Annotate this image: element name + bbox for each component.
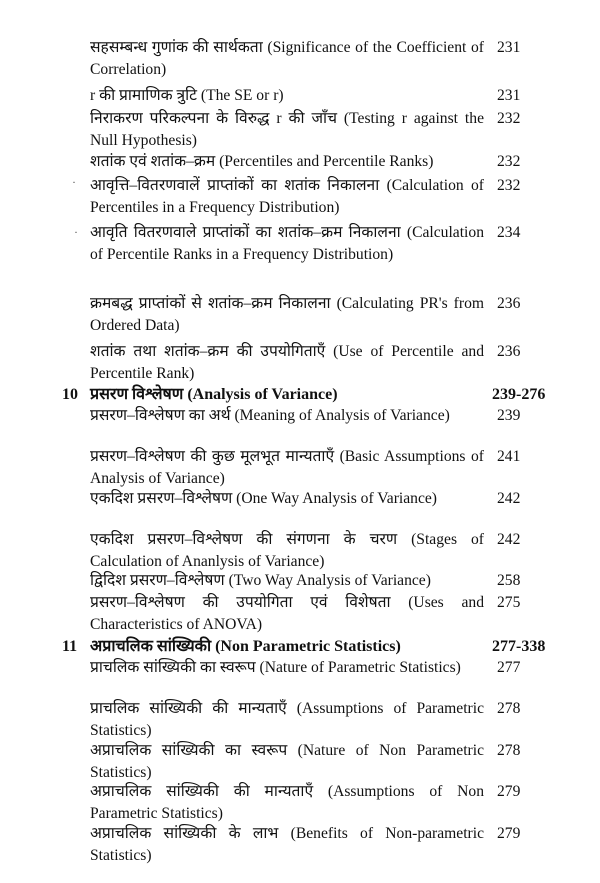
chapter-page-range: 239-276 <box>492 386 546 403</box>
toc-entry-page: 258 <box>497 572 521 589</box>
chapter-title: अप्राचलिक सांख्यिकी (Non Parametric Statistics) <box>90 638 401 655</box>
toc-entry-title: शतांक एवं शतांक–क्रम (Percentiles and Percentile Ranks) <box>90 153 434 170</box>
toc-entry-title: प्राचलिक सांख्यिकी का स्वरूप (Nature of Parametric Statistics) <box>90 659 461 676</box>
toc-entry-title: एकदिश प्रसरण–विश्लेषण (One Way Analysis of Variance) <box>90 490 438 507</box>
toc-entry-title: r की प्रामाणिक त्रुटि (The SE or r) <box>90 87 284 104</box>
toc-entry-page: 239 <box>497 407 521 424</box>
toc-entry-title: सहसम्बन्ध गुणांक की सार्थकता (Significance of the Coefficient of Correlation) <box>90 39 484 78</box>
toc-entry-page: 279 <box>497 783 521 800</box>
toc-entry-title: अप्राचलिक सांख्यिकी की मान्यताएँ (Assumptions of Non Parametric Statistics) <box>90 783 484 822</box>
toc-entry-title: निराकरण परिकल्पना के विरुद्ध r की जाँच (Testing r against the Null Hypothesis) <box>90 110 484 149</box>
chapter-title: प्रसरण विश्लेषण (Analysis of Variance) <box>90 386 338 403</box>
toc-entry-page: 277 <box>497 659 521 676</box>
toc-entry-title: प्रसरण–विश्लेषण की कुछ मूलभूत मान्यताएँ (Basic Assumptions of Analysis of Variance) <box>90 448 484 487</box>
toc-entry-page: 234 <box>497 224 521 241</box>
toc-entry-page: 236 <box>497 343 521 360</box>
toc-entry-title: आवृत्ति–वितरणवालें प्राप्तांकों का शतांक निकालना (Calculation of Percentiles in a Frequency Distribution) <box>90 177 484 216</box>
scan-speck: · <box>74 225 78 239</box>
toc-entry-page: 241 <box>497 448 521 465</box>
scan-speck: · <box>72 175 76 189</box>
chapter-number: 10 <box>62 386 78 403</box>
toc-entry-page: 242 <box>497 490 521 507</box>
toc-entry-page: 232 <box>497 177 521 194</box>
chapter-number: 11 <box>62 638 78 655</box>
toc-entry-page: 232 <box>497 153 521 170</box>
toc-entry-title: अप्राचलिक सांख्यिकी के लाभ (Benefits of Non-parametric Statistics) <box>90 825 484 864</box>
toc-entry-page: 232 <box>497 110 521 127</box>
toc-entry-page: 236 <box>497 295 521 312</box>
chapter-page-range: 277-338 <box>492 638 546 655</box>
toc-entry-title: प्रसरण–विश्लेषण का अर्थ (Meaning of Analysis of Variance) <box>90 407 450 424</box>
toc-entry-page: 242 <box>497 531 521 548</box>
toc-entry-title: अप्राचलिक सांख्यिकी का स्वरूप (Nature of Non Parametric Statistics) <box>90 742 484 781</box>
toc-entry-title: प्रसरण–विश्लेषण की उपयोगिता एवं विशेषता (Uses and Characteristics of ANOVA) <box>90 594 484 633</box>
toc-entry-title: एकदिश प्रसरण–विश्लेषण की संगणना के चरण (Stages of Calculation of Ananlysis of Variance) <box>90 531 484 570</box>
toc-entry-page: 279 <box>497 825 521 842</box>
toc-entry-page: 231 <box>497 87 521 104</box>
toc-entry-title: द्विदिश प्रसरण–विश्लेषण (Two Way Analysis of Variance) <box>90 572 431 589</box>
toc-entry-page: 231 <box>497 39 521 56</box>
toc-entry-title: क्रमबद्ध प्राप्तांकों से शतांक–क्रम निकालना (Calculating PR's from Ordered Data) <box>90 295 484 334</box>
toc-entry-page: 278 <box>497 742 521 759</box>
toc-entry-title: शतांक तथा शतांक–क्रम की उपयोगिताएँ (Use of Percentile and Percentile Rank) <box>90 343 484 382</box>
toc-entry-page: 275 <box>497 594 521 611</box>
toc-entry-title: प्राचलिक सांख्यिकी की मान्यताएँ (Assumptions of Parametric Statistics) <box>90 700 484 739</box>
toc-entry-page: 278 <box>497 700 521 717</box>
toc-entry-title: आवृति वितरणवाले प्राप्तांकों का शतांक–क्रम निकालना (Calculation of Percentile Ranks in a Frequency Distribution) <box>90 224 484 263</box>
